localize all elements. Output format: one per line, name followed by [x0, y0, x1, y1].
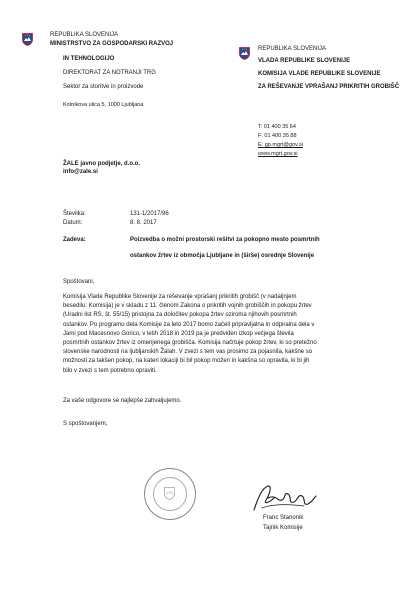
- stamp-crest-icon: [164, 487, 175, 500]
- subject-line1: Poizvedba o možni prostorski rešitvi za pokopno mesto posmrtnih: [130, 237, 320, 243]
- body-paragraph: [63, 293, 363, 376]
- paragraph-line: možnosti za takšen pokop, na kateri lokaciji bi bil pokop možen in kakšna so opravila, ki bi jih: [63, 358, 310, 365]
- thanks-paragraph: Za vaše odgovore se najlepše zahvaljujemo.: [63, 398, 182, 404]
- fax: F: 01 400 35 88: [258, 133, 297, 139]
- slovenia-coat-of-arms-icon: [22, 33, 33, 46]
- closing: S spoštovanjem,: [63, 421, 108, 427]
- signatory-title: Tajnik Komisije: [263, 525, 303, 531]
- number-label: Številka:: [63, 211, 86, 217]
- directorate: DIREKTORAT ZA NOTRANJI TRG: [63, 70, 156, 76]
- government: VLADA REPUBLIKE SLOVENIJE: [258, 58, 351, 64]
- commission-line1: KOMISIJA VLADE REPUBLIKE SLOVENIJE: [258, 71, 381, 77]
- slovenia-coat-of-arms-icon: [239, 47, 250, 60]
- handwritten-signature: [248, 480, 318, 518]
- official-stamp: [144, 468, 196, 520]
- paragraph-line: ostankov. Po programu dela Komisije za leto 2017 bomo začeli pripravljalna in odpiralna dela v: [63, 321, 315, 328]
- website-link[interactable]: www.mgrt.gov.si: [258, 151, 298, 157]
- paragraph-line: Komisija Vlade Republike Slovenije za reševanje vprašanj prikritih grobišč (v nadaljnjem: [63, 294, 297, 300]
- paragraph-line: (Uradni list RS, št. 55/15) pristojna za določitev pokopa žrtev oziroma njihovih posmrtnih: [63, 312, 297, 319]
- commission-line2: ZA REŠEVANJE VPRAŠANJ PRIKRITIH GROBIŠČ: [258, 84, 400, 90]
- ministry-line1: MINISTRSTVO ZA GOSPODARSKI RAZVOJ: [50, 41, 174, 47]
- paragraph-line: posmrtnih ostankov žrtev iz omenjenega grobišča. Komisija načrtuje pokop žrtev, ki so pretežno: [63, 340, 317, 347]
- sector: Sektor za storitve in proizvode: [63, 84, 144, 90]
- right-country: REPUBLIKA SLOVENIJA: [258, 46, 327, 52]
- date-label: Datum:: [63, 220, 83, 226]
- salutation: Spoštovani,: [63, 279, 95, 285]
- paragraph-line: bilo v zvezi s tem potrebno opraviti.: [63, 367, 157, 374]
- date-value: 8. 8. 2017: [130, 220, 157, 226]
- recipient-email: info@zale.si: [63, 169, 98, 175]
- email-contact[interactable]: E: gp.mgrt@gov.si: [258, 142, 303, 148]
- phone: T: 01 400 35 64: [258, 124, 296, 130]
- number-value: 131-1/2017/96: [130, 211, 169, 217]
- signatory-name: Franc Stanonik: [263, 515, 304, 521]
- address: Kotnikova ulica 5, 1000 Ljubljana: [63, 102, 144, 108]
- subject-line2: ostankov žrtev iz območja Ljubljane in (širše) osrednje Slovenije: [130, 253, 315, 259]
- recipient-name: ŽALE javno podjetje, d.o.o.: [63, 161, 141, 167]
- ministry-line2: IN TEHNOLOGIJO: [63, 56, 115, 62]
- paragraph-line: slovenske narodnosti na ljubljanskih Žalah. V zvezi s tem vas prosimo za pojasnila, kakšne so: [63, 349, 313, 356]
- paragraph-line: Jami pod Macesnovo Gorico, v letih 2018 in 2019 pa je predviden izkop večjega števila: [63, 330, 294, 337]
- left-country: REPUBLIKA SLOVENIJA: [50, 32, 119, 38]
- subject-label: Zadeva:: [63, 237, 86, 243]
- paragraph-line: besedilu: Komisija) je v skladu z 11. členom Zakona o prikritih vojnih grobiščih in pokopu žrtev: [63, 303, 312, 310]
